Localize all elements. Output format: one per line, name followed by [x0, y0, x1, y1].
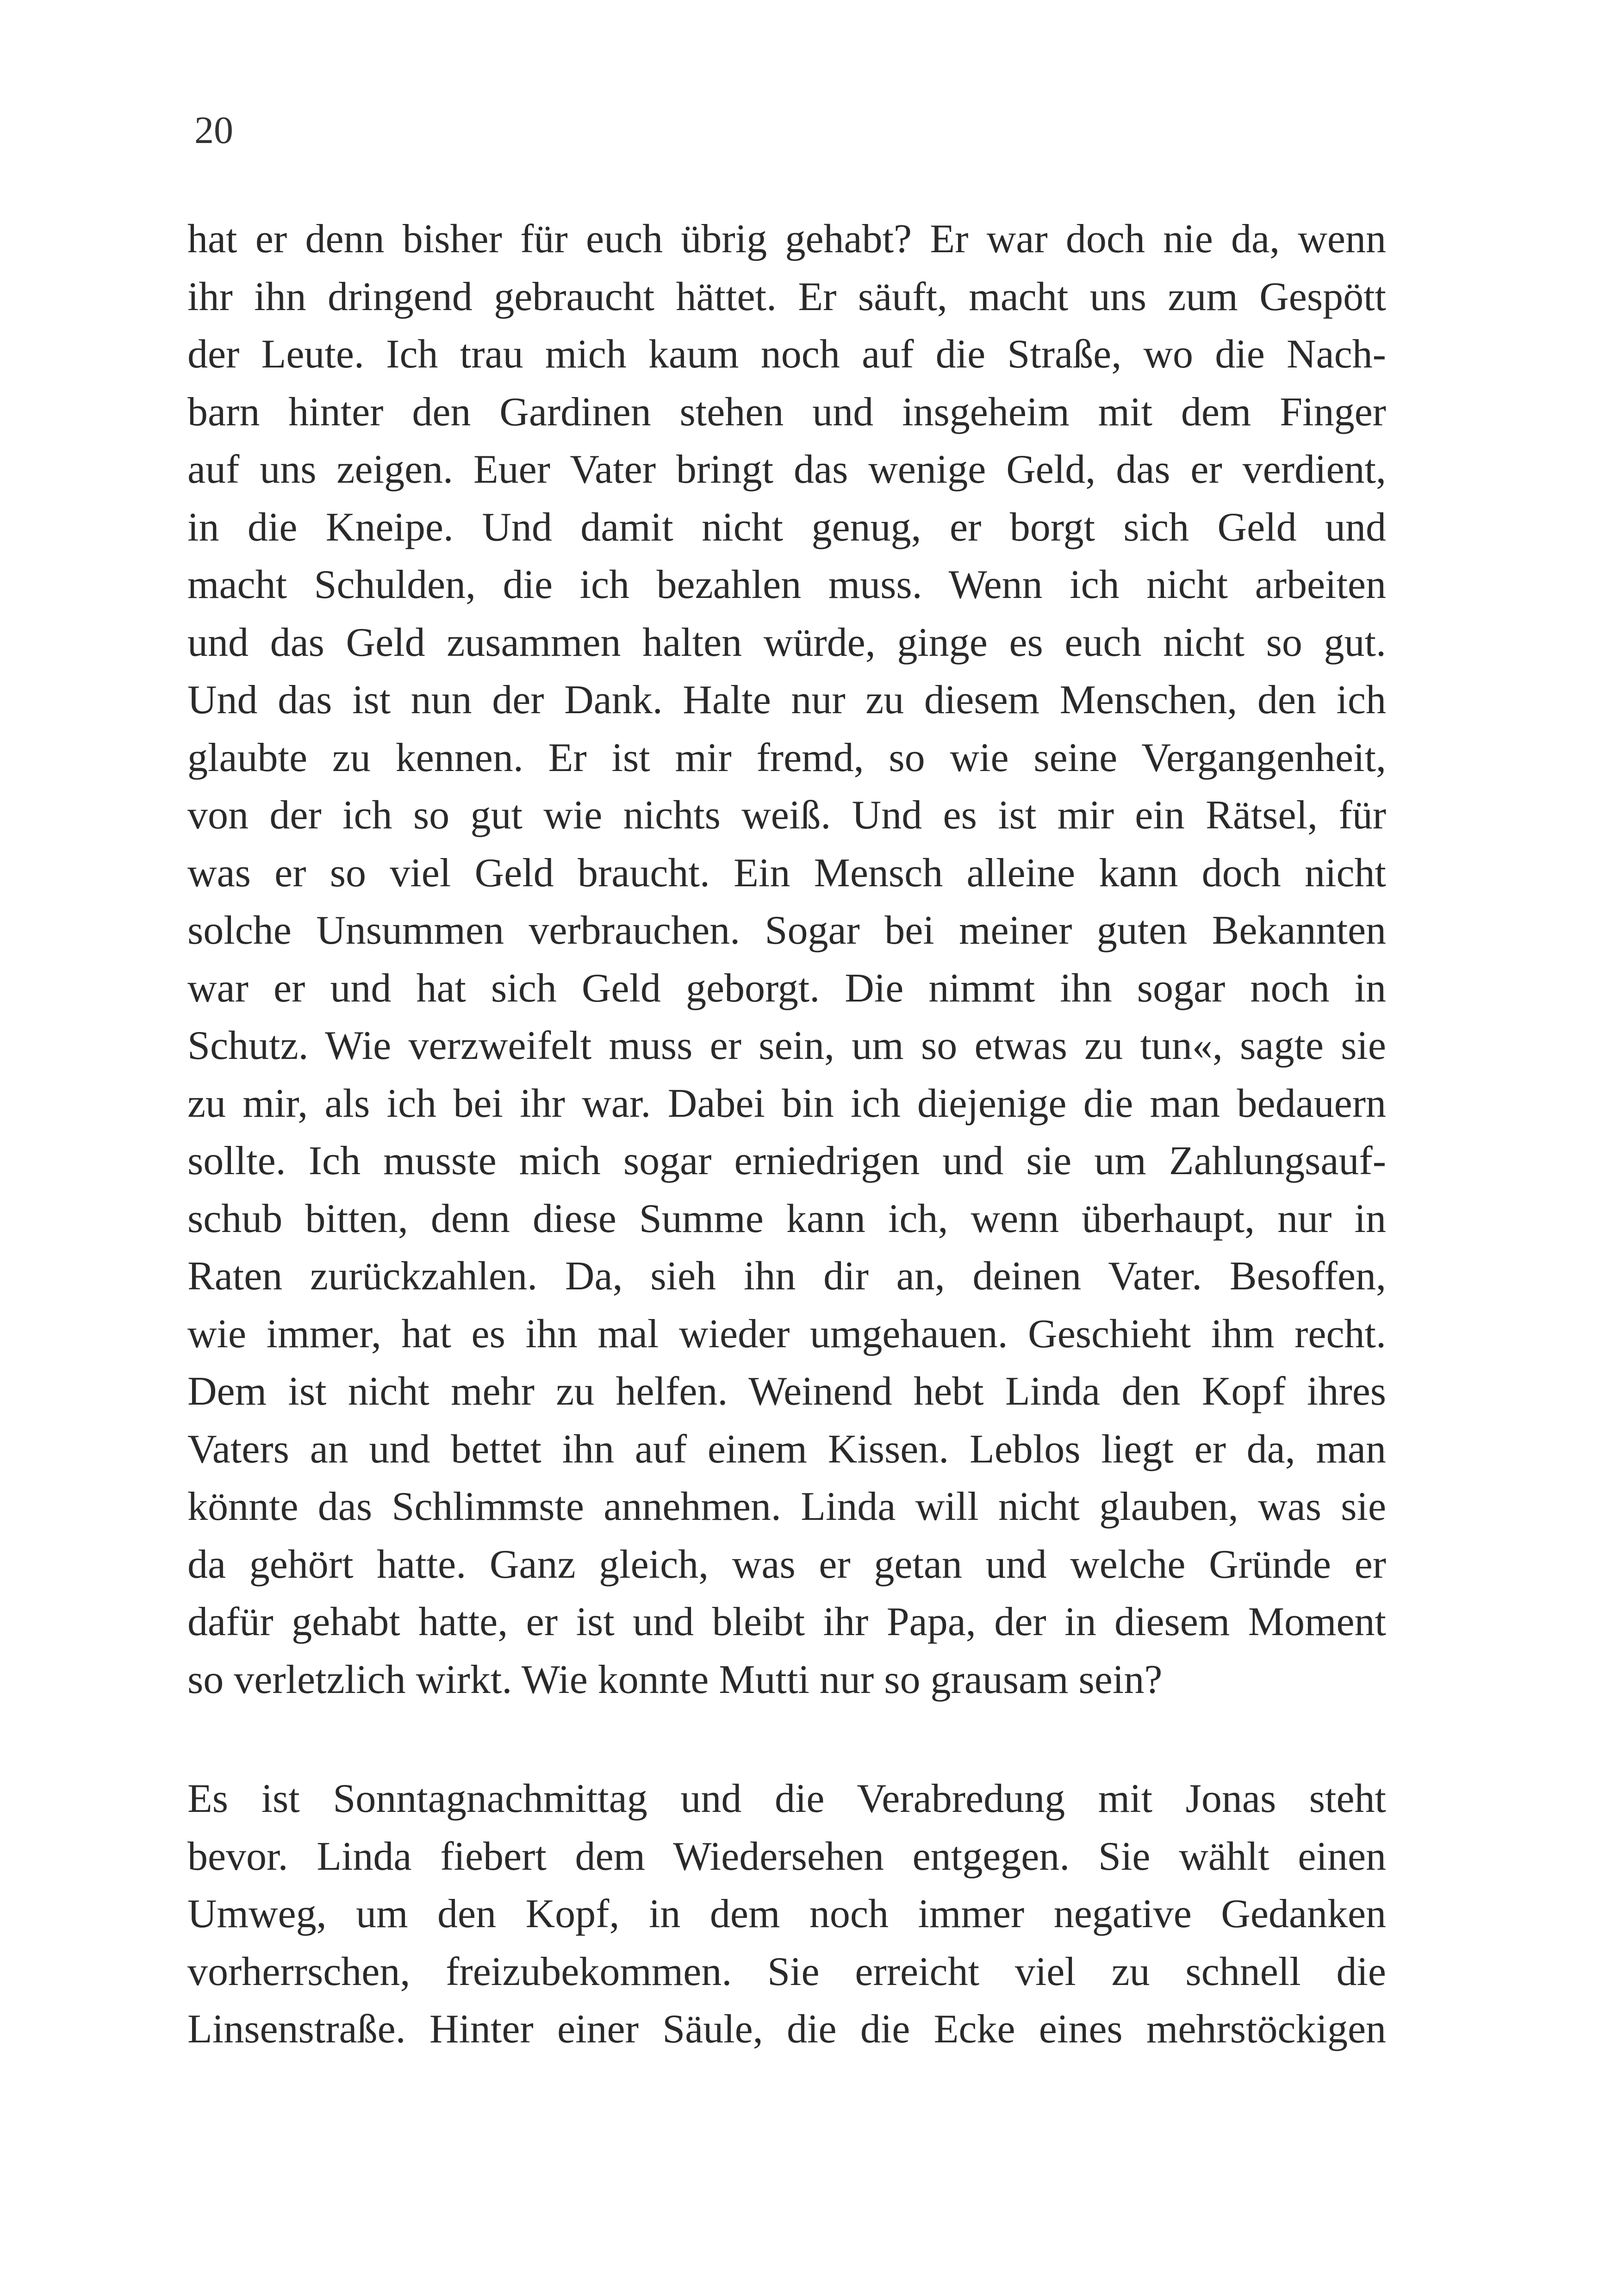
- text-line: was er so viel Geld braucht. Ein Mensch alleine kann doch nicht: [187, 850, 1386, 896]
- text-line: sollte. Ich musste mich sogar erniedrigen und sie um Zahlungsauf-: [187, 1139, 1386, 1183]
- text-line: ihr ihn dringend gebraucht hättet. Er säuft, macht uns zum Gespött: [187, 274, 1386, 319]
- paragraph-2: [187, 1770, 1386, 2059]
- text-line: Schutz. Wie verzweifelt muss er sein, um so etwas zu tun«, sagte sie: [187, 1023, 1386, 1068]
- text-line: auf uns zeigen. Euer Vater bringt das wenige Geld, das er verdient,: [187, 447, 1386, 492]
- text-line: solche Unsummen verbrauchen. Sogar bei meiner guten Bekannten: [187, 908, 1386, 953]
- text-line: in die Kneipe. Und damit nicht genug, er borgt sich Geld und: [187, 504, 1386, 550]
- text-line: so verletzlich wirkt. Wie konnte Mutti nur so grausam sein?: [187, 1657, 1163, 1702]
- text-line: könnte das Schlimmste annehmen. Linda will nicht glauben, was sie: [187, 1484, 1386, 1529]
- text-line: war er und hat sich Geld geborgt. Die nimmt ihn sogar noch in: [187, 965, 1386, 1011]
- text-line: Es ist Sonntagnachmittag und die Verabredung mit Jonas steht: [187, 1776, 1386, 1821]
- text-line: von der ich so gut wie nichts weiß. Und es ist mir ein Rätsel, für: [187, 793, 1386, 838]
- text-line: und das Geld zusammen halten würde, ginge es euch nicht so gut.: [187, 620, 1386, 665]
- paragraph-1: [187, 211, 1386, 1709]
- text-line: bevor. Linda fiebert dem Wiedersehen entgegen. Sie wählt einen: [187, 1834, 1386, 1879]
- text-line: macht Schulden, die ich bezahlen muss. Wenn ich nicht arbeiten: [187, 562, 1386, 607]
- text-line: Und das ist nun der Dank. Halte nur zu diesem Menschen, den ich: [187, 678, 1386, 722]
- text-line: Linsenstraße. Hinter einer Säule, die die Ecke eines mehrstöckigen: [187, 2007, 1386, 2052]
- text-line: dafür gehabt hatte, er ist und bleibt ihr Papa, der in diesem Moment: [187, 1599, 1386, 1644]
- text-line: der Leute. Ich trau mich kaum noch auf die Straße, wo die Nach-: [187, 332, 1386, 377]
- text-line: hat er denn bisher für euch übrig gehabt? Er war doch nie da, wenn: [187, 217, 1386, 261]
- text-line: wie immer, hat es ihn mal wieder umgehauen. Geschieht ihm recht.: [187, 1311, 1386, 1356]
- text-line: Dem ist nicht mehr zu helfen. Weinend hebt Linda den Kopf ihres: [187, 1369, 1386, 1414]
- text-line: Umweg, um den Kopf, in dem noch immer negative Gedanken: [187, 1892, 1386, 1936]
- text-line: barn hinter den Gardinen stehen und insgeheim mit dem Finger: [187, 389, 1386, 435]
- text-line: schub bitten, denn diese Summe kann ich, wenn überhaupt, nur in: [187, 1196, 1386, 1241]
- text-line: Raten zurückzahlen. Da, sieh ihn dir an, deinen Vater. Besoffen,: [187, 1254, 1386, 1299]
- text-line: da gehört hatte. Ganz gleich, was er getan und welche Gründe er: [187, 1542, 1386, 1587]
- text-line: zu mir, als ich bei ihr war. Dabei bin ich diejenige die man bedauern: [187, 1081, 1386, 1126]
- text-line: vorherrschen, freizubekommen. Sie erreicht viel zu schnell die: [187, 1949, 1386, 1994]
- text-line: glaubte zu kennen. Er ist mir fremd, so wie seine Vergangenheit,: [187, 735, 1386, 780]
- page-number: 20: [194, 109, 233, 152]
- text-line: Vaters an und bettet ihn auf einem Kissen. Leblos liegt er da, man: [187, 1426, 1386, 1472]
